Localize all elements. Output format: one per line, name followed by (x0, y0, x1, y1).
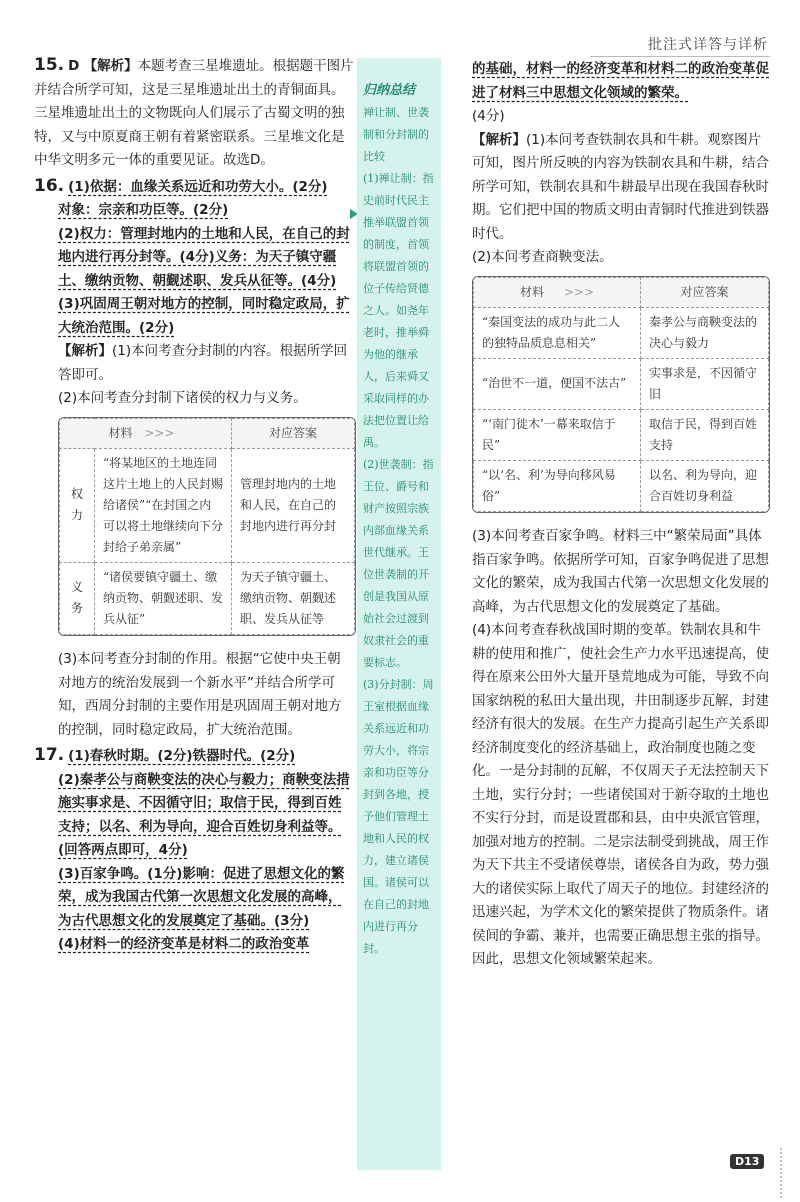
q17-explain-1-text: (1)本问考查铁制农具和牛耕。观察图片可知，图片所反映的内容为铁制农具和牛耕，结合所学可知，铁制农具和牛耕最早出现在我国春秋时期。它们把中国的物质文明由青铜时代推进到铁器时代。 (472, 131, 769, 242)
q16-analysis-tag: 【解析】 (58, 343, 112, 359)
q16-a1 (34, 175, 354, 200)
left-column (34, 54, 354, 957)
summary-abdication: (1)禅让制：指史前时代民主推举联盟首领的制度，首领将联盟首领的位子传给贤德之人。如尧年老时，推举舜为他的继承人，后来舜又采取同样的办法把位置让给禹。 (363, 172, 434, 449)
q16-row2-label: 义务 (60, 562, 95, 634)
q16-explain-1-text: (1)本问考查分封制的内容。根据所学回答即可。 (58, 343, 348, 383)
q17-answer-4-start-text: (4)材料一的经济变革是材料二的政治变革 (58, 936, 310, 952)
q16-answer-3-text: (3)巩固周王朝对地方的控制，同时稳定政局，扩大统治范围。(2分) (58, 296, 350, 336)
q16-explain-1 (34, 340, 354, 387)
q16-material-table (58, 417, 356, 636)
q17-a1 (34, 744, 354, 769)
summary-title: 归纳总结 (363, 83, 416, 98)
q17-row-material: “秦国变法的成功与此二人的独特品质息息相关” (474, 307, 641, 358)
summary-intro: 禅让制、世袭制和分封制的比较 (363, 106, 429, 163)
q15-number: 15. (34, 55, 65, 75)
q17-row-answer: 秦孝公与商鞅变法的决心与毅力 (641, 307, 769, 358)
q17-answer-2-text: (2)秦孝公与商鞅变法的决心与毅力；商鞅变法措施实事求是、不因循守旧；取信于民，得到百姓支持；以名、利为导向，迎合百姓切身利益等。(回答两点即可，4分) (58, 771, 350, 858)
q17-analysis-tag: 【解析】 (472, 131, 526, 148)
header-divider (590, 56, 770, 57)
q16-table-header-material (60, 418, 232, 448)
q17-explain-1 (472, 129, 772, 247)
q16-row1-label: 权力 (60, 448, 95, 562)
page-header: 批注式详答与详析 (648, 37, 768, 53)
page-number-badge: D13 (730, 1154, 764, 1169)
q16-answer-1b (34, 199, 354, 223)
right-column (472, 58, 772, 972)
q17-answer-4-score: (4分) (472, 108, 505, 124)
q17-answer-3-text: (3)百家争鸣。(1分)影响：促进了思想文化的繁荣，成为我国古代第一次思想文化发展的高峰，为古代思想文化的发展奠定了基础。(3分) (58, 865, 345, 929)
q16-answer-3 (34, 293, 354, 340)
q16-table-h1: 材料 (108, 425, 133, 440)
summary-enfeoffment: (3)分封制：周王室根据血缘关系远近和功劳大小，将宗亲和功臣等分封到各地，授予他们管理土地和人民的权力，建立诸侯国。诸侯可以在自己的封地内进行再分封。 (363, 678, 434, 955)
q16-row1-material: “将某地区的土地连同这片土地上的人民封赐给诸侯”“在封国之内可以将土地继续向下分封给子弟亲属” (95, 448, 232, 562)
q17-answer-4-start (34, 933, 354, 957)
q17-table-header-material (474, 277, 641, 307)
q17-explain-4: (4)本问考查春秋战国时期的变革。铁制农具和牛耕的使用和推广，使社会生产力水平迅速提高，使得在原来公田外大量开垦荒地成为可能，导致不向国家纳税的私田大量出现，井田制逐步瓦解，封建经济有很大的发展。在生产力提高引起生产关系即经济制度变化的经济基础上，政治制度也随之变化。一是分封制的瓦解，不仅周天子无法控制天下土地，实行分封；一些诸侯国对于新夺取的土地也不实行分封，而是设置郡和县，由中央派官管理，加强对地方的控制。二是宗法制受到挑战，周王作为天下共主不受诸侯尊崇，诸侯各自为政，势力强大的诸侯实际上取代了周天子的地位。封建经济的迅速兴起，为学术文化的繁荣提供了物质条件。诸侯间的争霸、兼并，也需要正确思想主张的指导。因此，思想文化领域繁荣起来。 (472, 622, 769, 967)
q16-explain-3: (3)本问考查分封制的作用。根据“它使中央王朝对地方的统治发展到一个新水平”并结合所学可知，西周分封制的主要作用是巩固周王朝对地方的控制，同时稳定政局，扩大统治范围。 (58, 651, 342, 738)
q16-row1-answer: 管理封地内的土地和人民，在自己的封地内进行再分封 (232, 448, 355, 562)
q17-table-arrows: >>> (563, 284, 594, 299)
q17-table-header-answer: 对应答案 (641, 277, 769, 307)
q17-row-answer: 取信于民，得到百姓支持 (641, 409, 769, 460)
q17-row-material: “以‘名、利’为导向移风易俗” (474, 460, 641, 511)
q15-block (34, 54, 354, 173)
q17-explain-3: (3)本问考查百家争鸣。材料三中“繁荣局面”具体指百家争鸣。依据所学可知，百家争鸣促进了思想文化的繁荣，成为我国古代第一次思想文化发展的高峰，为古代思想文化的发展奠定了基础。 (472, 528, 769, 615)
q16-table-arrows: >>> (144, 425, 175, 440)
q16-answer-1b-text: 对象：宗亲和功臣等。(2分) (58, 202, 229, 218)
q16-row2-answer: 为天子镇守疆土、缴纳贡物、朝觐述职、发兵从征等 (232, 562, 355, 634)
q17-answer-4-end-text: 的基础，材料一的经济变革和材料二的政治变革促进了材料三中思想文化领域的繁荣。 (472, 61, 769, 101)
q16-answer-1: (1)依据：血缘关系远近和功劳大小。(2分) (68, 178, 328, 195)
q16-number: 16. (34, 175, 65, 196)
q16-row2-material: “诸侯要镇守疆土、缴纳贡物、朝觐述职、发兵从征” (95, 562, 232, 634)
q17-answer-4-end (472, 58, 772, 105)
q16-answer-2 (34, 223, 354, 294)
q17-number: 17. (34, 745, 65, 765)
q17-explain-2: (2)本问考查商鞅变法。 (472, 249, 613, 265)
q17-row-answer: 实事求是，不因循守旧 (641, 358, 769, 409)
q16-answer-2-text: (2)权力：管理封地内的土地和人民，在自己的封地内进行再分封等。(4分)义务：为天子镇守疆土、缴纳贡物、朝觐述职、发兵从征等。(4分) (58, 225, 350, 289)
q17-answer-1: (1)春秋时期。(2分)铁器时代。(2分) (68, 748, 296, 764)
q17-row-answer: 以名、利为导向，迎合百姓切身利益 (641, 460, 769, 511)
q17-answer-3 (34, 863, 354, 934)
q16-table-header-answer: 对应答案 (232, 418, 355, 448)
summary-sidebar (357, 58, 441, 1170)
q17-answer-2 (34, 769, 354, 863)
q17-material-table (472, 276, 770, 513)
q15-analysis-tag: 【解析】 (83, 58, 138, 74)
q15-analysis: 本题考查三星堆遗址。根据题干图片并结合所学可知，这是三星堆遗址出土的青铜面具。三星堆遗址出土的文物既向人们展示了古蜀文明的独特，又与中原夏商王朝有着紧密联系。三星堆文化是中华文明多元一体的重要见证。故选D。 (34, 58, 354, 168)
summary-hereditary: (2)世袭制：指王位、爵号和财产按照宗族内部血缘关系世代继承。王位世袭制的开创是我国从原始社会过渡到奴隶社会的重要标志。 (363, 458, 434, 669)
q16-explain-2: (2)本问考查分封制下诸侯的权力与义务。 (58, 390, 307, 406)
q17-table-h1: 材料 (519, 284, 544, 299)
q17-row-material: “治世不一道，便国不法古” (474, 358, 641, 409)
q17-row-material: “‘南门徙木’一幕来取信于民” (474, 409, 641, 460)
page-edge-dots (780, 1148, 794, 1198)
q15-answer: D (68, 58, 80, 74)
